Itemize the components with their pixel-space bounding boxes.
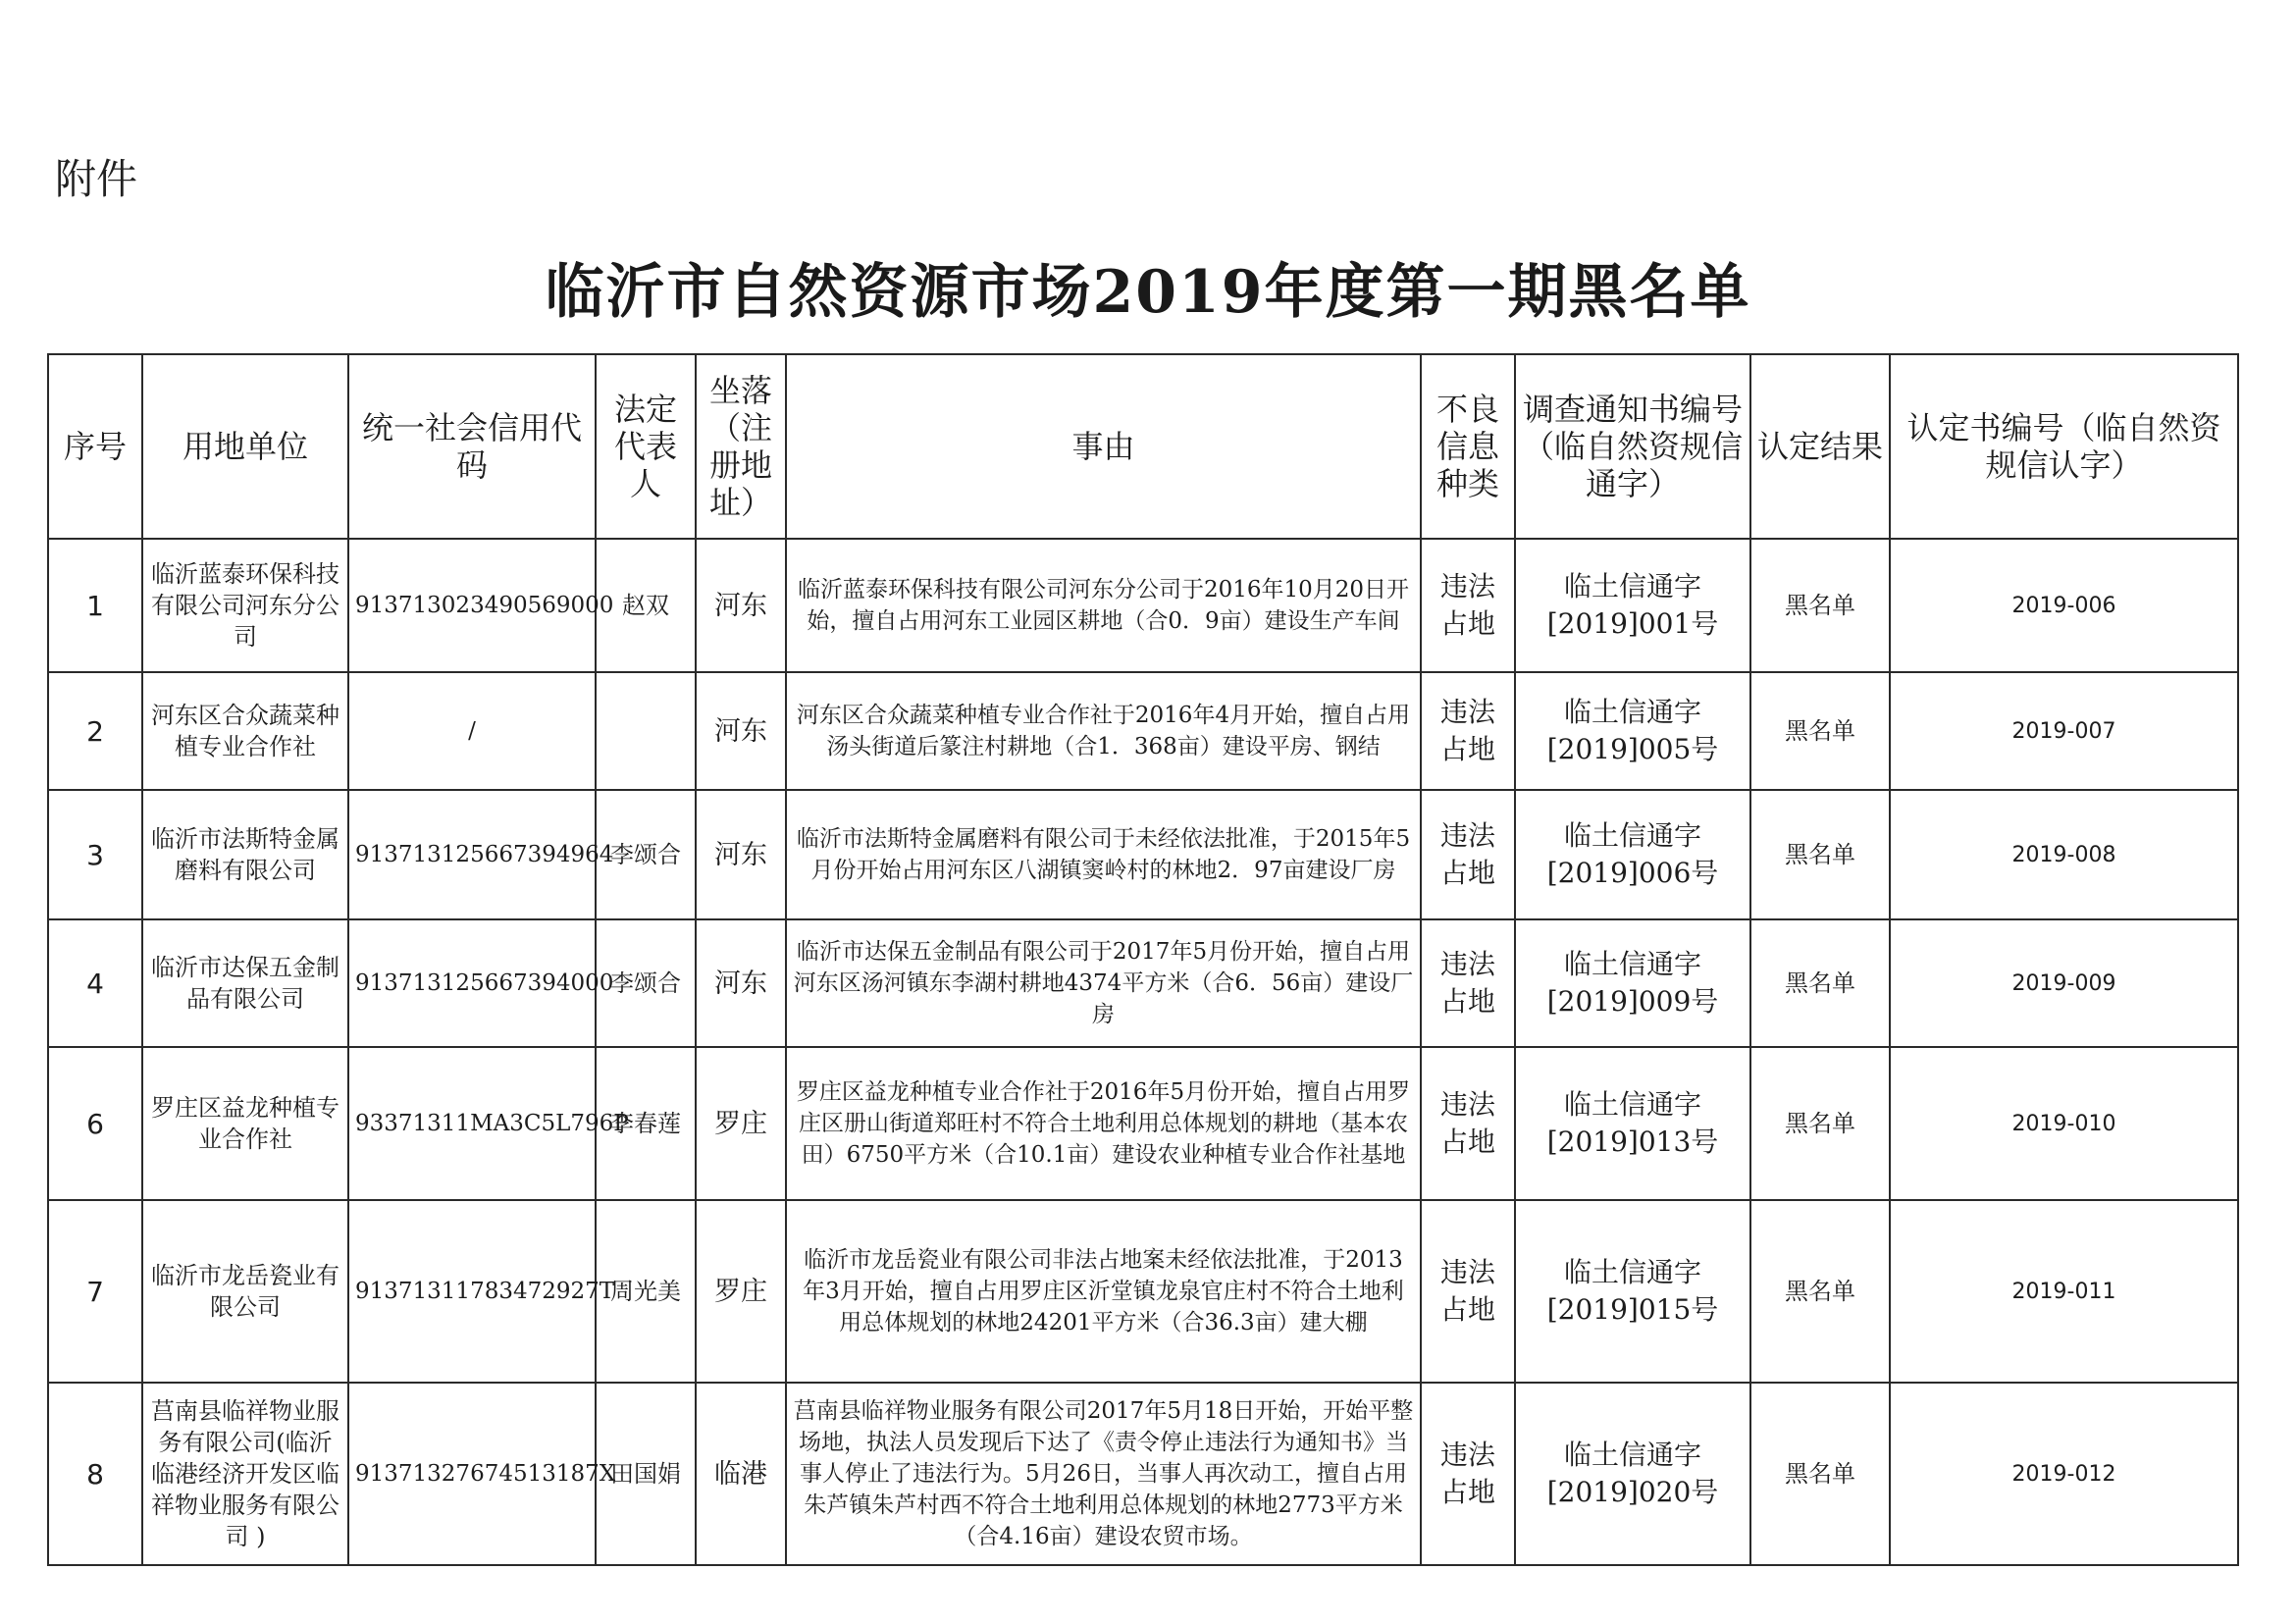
cell-reason: 临沂蓝泰环保科技有限公司河东分公司于2016年10月20日开始，擅自占用河东工业园区耕地（合0．9亩）建设生产车间 [786,539,1421,672]
notice-prefix: 临土信通字 [1563,1439,1701,1471]
attachment-label: 附件 [55,155,138,203]
cell-info-type: 违法占地 [1421,1047,1515,1200]
table-row [48,539,2238,672]
notice-prefix: 临土信通字 [1563,948,1701,980]
cell-reason: 临沂市龙岳瓷业有限公司非法占地案未经依法批准，于2013年3月开始，擅自占用罗庄区沂堂镇龙泉官庄村不符合土地利用总体规划的林地24201平方米（合36.3亩）建大棚 [786,1200,1421,1383]
cell-location: 河东 [696,790,786,919]
cell-seq: 3 [48,790,142,919]
cell-result: 黑名单 [1750,672,1890,790]
header-unit: 用地单位 [142,354,348,539]
cell-info-type: 违法占地 [1421,539,1515,672]
cell-notice-number [1515,919,1750,1047]
table-row [48,672,2238,790]
cell-info-type: 违法占地 [1421,1200,1515,1383]
notice-prefix: 临土信通字 [1563,696,1701,728]
cell-cert-number: 2019-008 [1890,790,2238,919]
header-reason: 事由 [786,354,1421,539]
cell-info-type: 违法占地 [1421,919,1515,1047]
cell-result: 黑名单 [1750,1047,1890,1200]
cell-cert-number: 2019-007 [1890,672,2238,790]
cell-location: 河东 [696,919,786,1047]
cell-seq: 1 [48,539,142,672]
cell-cert-number: 2019-006 [1890,539,2238,672]
cell-result: 黑名单 [1750,790,1890,919]
blacklist-table [47,353,2239,1566]
cell-unit: 莒南县临祥物业服务有限公司(临沂临港经济开发区临祥物业服务有限公司 ) [142,1383,348,1565]
header-legal-rep: 法定代表人 [596,354,696,539]
cell-legal-rep: 李颂合 [596,790,696,919]
cell-legal-rep: 赵双 [596,539,696,672]
cell-legal-rep [596,672,696,790]
cell-location: 罗庄 [696,1200,786,1383]
cell-location: 临港 [696,1383,786,1565]
cell-seq: 4 [48,919,142,1047]
cell-reason: 罗庄区益龙种植专业合作社于2016年5月份开始，擅自占用罗庄区册山街道郑旺村不符合土地利用总体规划的耕地（基本农田）6750平方米（合10.1亩）建设农业种植专业合作社基地 [786,1047,1421,1200]
cell-cert-number: 2019-009 [1890,919,2238,1047]
cell-location: 河东 [696,672,786,790]
cell-reason: 临沂市法斯特金属磨料有限公司于未经依法批准，于2015年5月份开始占用河东区八湖镇窦岭村的林地2．97亩建设厂房 [786,790,1421,919]
notice-number: [2019]020号 [1546,1476,1719,1508]
cell-location: 河东 [696,539,786,672]
notice-number: [2019]005号 [1546,733,1719,765]
notice-prefix: 临土信通字 [1563,570,1701,602]
cell-info-type: 违法占地 [1421,1383,1515,1565]
cell-notice-number [1515,539,1750,672]
cell-credit-code: / [348,672,596,790]
cell-reason: 临沂市达保五金制品有限公司于2017年5月份开始，擅自占用河东区汤河镇东李湖村耕地4374平方米（合6．56亩）建设厂房 [786,919,1421,1047]
header-credit-code: 统一社会信用代码 [348,354,596,539]
notice-number: [2019]015号 [1546,1293,1719,1326]
notice-number: [2019]009号 [1546,985,1719,1018]
cell-legal-rep: 李颂合 [596,919,696,1047]
notice-number: [2019]013号 [1546,1126,1719,1158]
cell-unit: 河东区合众蔬菜种植专业合作社 [142,672,348,790]
cell-legal-rep: 田国娟 [596,1383,696,1565]
cell-cert-number: 2019-011 [1890,1200,2238,1383]
header-location: 坐落（注册地址） [696,354,786,539]
header-result: 认定结果 [1750,354,1890,539]
header-seq: 序号 [48,354,142,539]
table-row [48,919,2238,1047]
notice-prefix: 临土信通字 [1563,1088,1701,1121]
table-row [48,1200,2238,1383]
document-title: 临沂市自然资源市场2019年度第一期黑名单 [545,258,1751,327]
cell-unit: 临沂市达保五金制品有限公司 [142,919,348,1047]
cell-credit-code: 93371311MA3C5L796P [348,1047,596,1200]
notice-number: [2019]001号 [1546,607,1719,640]
table-header-row [48,354,2238,539]
cell-result: 黑名单 [1750,1200,1890,1383]
cell-credit-code: 91371311783472927T [348,1200,596,1383]
cell-credit-code: 913713125667394964 [348,790,596,919]
cell-notice-number [1515,790,1750,919]
table-row [48,790,2238,919]
cell-notice-number [1515,1383,1750,1565]
cell-info-type: 违法占地 [1421,672,1515,790]
cell-info-type: 违法占地 [1421,790,1515,919]
cell-reason: 莒南县临祥物业服务有限公司2017年5月18日开始，开始平整场地，执法人员发现后下达了《责令停止违法行为通知书》当事人停止了违法行为。5月26日，当事人再次动工，擅自占用朱芦镇朱芦村西不符合土地利用总体规划的林地2773平方米（合4.16亩）建设农贸市场。 [786,1383,1421,1565]
notice-prefix: 临土信通字 [1563,819,1701,852]
cell-credit-code: 913713023490569000 [348,539,596,672]
table-row [48,1047,2238,1200]
cell-unit: 罗庄区益龙种植专业合作社 [142,1047,348,1200]
cell-seq: 7 [48,1200,142,1383]
cell-unit: 临沂蓝泰环保科技有限公司河东分公司 [142,539,348,672]
header-cert-number: 认定书编号（临自然资规信认字） [1890,354,2238,539]
cell-notice-number [1515,1200,1750,1383]
cell-unit: 临沂市法斯特金属磨料有限公司 [142,790,348,919]
cell-notice-number [1515,1047,1750,1200]
cell-result: 黑名单 [1750,1383,1890,1565]
notice-prefix: 临土信通字 [1563,1256,1701,1288]
cell-notice-number [1515,672,1750,790]
cell-seq: 8 [48,1383,142,1565]
cell-seq: 2 [48,672,142,790]
cell-cert-number: 2019-010 [1890,1047,2238,1200]
header-notice-number: 调查通知书编号（临自然资规信通字） [1515,354,1750,539]
table-row [48,1383,2238,1565]
cell-result: 黑名单 [1750,539,1890,672]
cell-unit: 临沂市龙岳瓷业有限公司 [142,1200,348,1383]
cell-credit-code: 91371327674513187X [348,1383,596,1565]
cell-credit-code: 913713125667394000 [348,919,596,1047]
cell-seq: 6 [48,1047,142,1200]
cell-cert-number: 2019-012 [1890,1383,2238,1565]
cell-reason: 河东区合众蔬菜种植专业合作社于2016年4月开始，擅自占用汤头街道后篆注村耕地（合1．368亩）建设平房、钢结 [786,672,1421,790]
cell-legal-rep: 李春莲 [596,1047,696,1200]
cell-result: 黑名单 [1750,919,1890,1047]
cell-location: 罗庄 [696,1047,786,1200]
notice-number: [2019]006号 [1546,857,1719,889]
cell-legal-rep: 周光美 [596,1200,696,1383]
header-info-type: 不良信息种类 [1421,354,1515,539]
